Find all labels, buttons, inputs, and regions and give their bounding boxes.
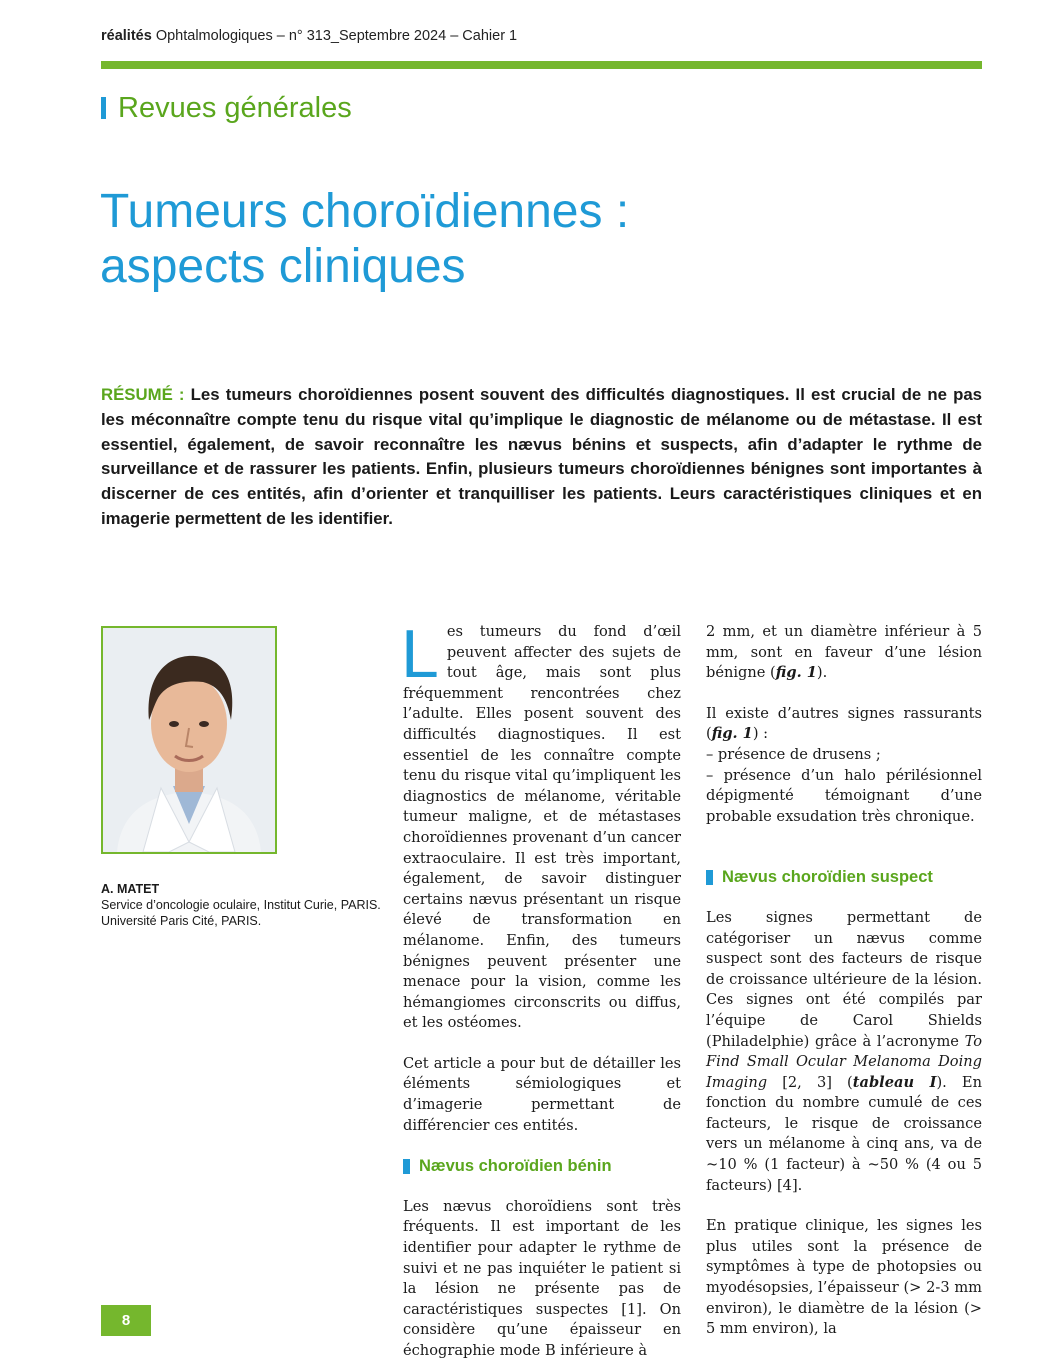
list-item: – présence d’un halo périlésionnel dépigmenté témoignant d’une probable exsudation très chronique. — [706, 766, 982, 825]
header-rule — [101, 61, 982, 69]
table-reference[interactable]: tableau I — [852, 1073, 937, 1091]
intro-paragraph: Les tumeurs du fond d’œil peuvent affecter des sujets de tout âge, mais sont plus fréquemment rencontrées chez l’adulte. Elles posent souvent des difficultés diagnostiques. Il est essentiel de les connaître compte tenu du risque vital qu’impliquent les diagnostics de mélanome, véritable tumeur maligne, et de métastases choroïdiennes provenant d’un cancer extraoculaire. Il est très important, également, de savoir distinguer certains nævus présentant un risque élevé de transformation en mélanome. Enfin, des tumeurs bénignes peuvent présenter une menace pour la vision, comme les hémangiomes circonscrits ou diffus, et les ostéomes. — [401, 616, 681, 1032]
figure-reference[interactable]: fig. 1 — [711, 725, 753, 743]
subheading-suspect-naevus: Nævus choroïdien suspect — [706, 867, 982, 888]
abstract-label: RÉSUMÉ : — [101, 385, 185, 404]
abstract — [101, 383, 982, 532]
abstract-text: Les tumeurs choroïdiennes posent souvent des difficultés diagnostiques. Il est crucial de ne pas les méconnaître compte tenu du risque vital qu’implique le diagnostic de mélanome ou de métastase. Il est essentiel, également, de savoir reconnaître les nævus bénins et suspects, afin d’adapter le rythme de surveillance et de rassurer les patients. Enfin, plusieurs tumeurs choroïdiennes bénignes sont importantes à discerner de ces entités, afin d’orienter et tranquilliser les patients. Leurs caractéristiques cliniques et en imagerie permettent de les identifier. — [101, 385, 982, 528]
journal-issue: Ophtalmologiques – n° 313_Septembre 2024 – Cahier 1 — [155, 28, 518, 44]
author-affiliation — [101, 897, 381, 929]
suspect-paragraph: Les signes permettant de catégoriser un nævus comme suspect sont des facteurs de risque de croissance ultérieure de la lésion. Ces signes ont été compilés par l’équipe de Carol Shields (Philadelphie) grâce à l’acronyme To Find Small Ocular Melanoma Doing Imaging [2, 3] (tableau I). En fonction du nombre cumulé de ces facteurs, le risque de croissance vers un mélanome à cinq ans, va de ~10 % (1 facteur) à ~50 % (4 ou 5 facteurs) [4]. — [706, 908, 982, 1194]
clinical-practice-paragraph: En pratique clinique, les signes les plus utiles sont la présence de symptômes à type de photopsies ou myodésopsies, l’épaisseur (> 2-3 mm environ), le diamètre de la lésion (> 5 mm environ), la — [706, 1217, 982, 1338]
article-title — [100, 184, 629, 294]
affiliation-line-2: Université Paris Cité, PARIS. — [101, 914, 262, 928]
journal-brand: réalités — [101, 28, 152, 44]
section-tag — [101, 92, 352, 124]
figure-reference[interactable]: fig. 1 — [775, 664, 817, 682]
author-name: A. MATET — [101, 882, 160, 896]
title-line-2: aspects cliniques — [100, 240, 466, 293]
drop-cap: L — [401, 616, 439, 692]
benign-continued-paragraph: 2 mm, et un diamètre inférieur à 5 mm, sont en faveur d’une lésion bénigne (fig. 1). — [706, 623, 982, 682]
aim-paragraph: Cet article a pour but de détailler les éléments sémiologiques et d’imagerie permettant de différencier ces entités. — [403, 1054, 681, 1134]
body-column-1 — [401, 616, 681, 1362]
subheading-marker — [403, 1159, 410, 1174]
body-column-2 — [706, 622, 982, 1340]
running-header — [101, 28, 517, 44]
title-line-1: Tumeurs choroïdiennes : — [100, 185, 630, 238]
section-label: Revues générales — [118, 91, 352, 124]
benign-paragraph: Les nævus choroïdiens sont très fréquents. Il est important de les identifier pour adapter le rythme de suivi et ne pas inquiéter le patient si la lésion ne présente pas de caractéristiques suspectes [1]. On considère qu’une épaisseur en échographie mode B inférieure à — [403, 1197, 681, 1359]
page-number: 8 — [101, 1305, 151, 1336]
subheading-benign-naevus: Nævus choroïdien bénin — [403, 1156, 681, 1177]
subheading-marker — [706, 870, 713, 885]
section-marker — [101, 97, 106, 119]
list-item: – présence de drusens ; — [706, 745, 881, 763]
affiliation-line-1: Service d’oncologie oculaire, Institut Curie, PARIS. — [101, 898, 381, 912]
reassuring-signs-intro: Il existe d’autres signes rassurants (fig. 1) : — [706, 704, 982, 743]
author-portrait-image — [103, 628, 275, 852]
author-photo — [101, 626, 277, 854]
